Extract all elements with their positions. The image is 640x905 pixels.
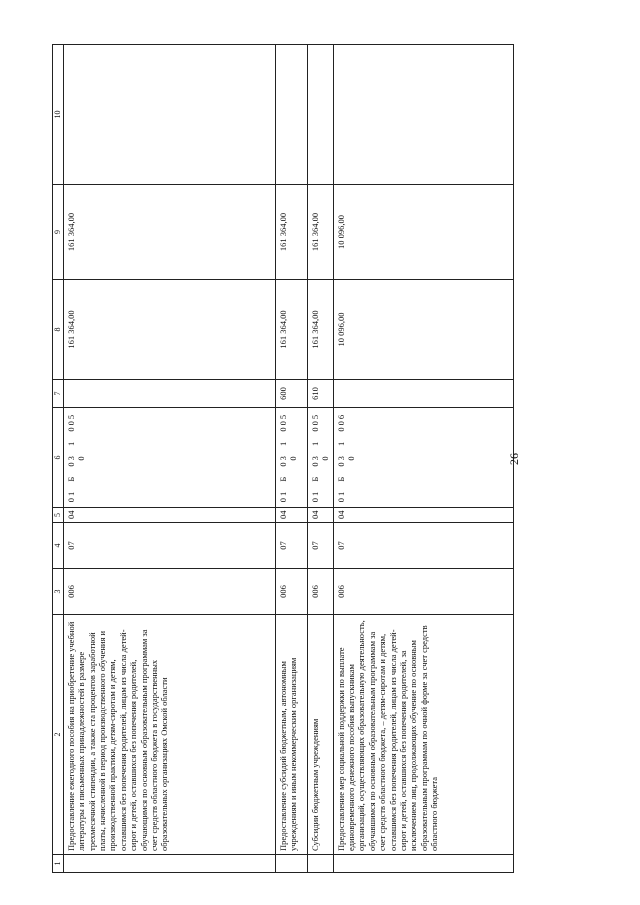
cell-target-article: 01 Б 03 1 005 0 (64, 408, 276, 508)
cell-col1 (333, 855, 513, 873)
column-header: 9 (53, 185, 64, 280)
cell-col1 (64, 855, 276, 873)
cell-code-section: 07 (64, 523, 276, 569)
cell-amount-col10 (333, 45, 513, 185)
cell-code-subsection: 04 (333, 508, 513, 523)
table-row (308, 45, 334, 873)
page-number: 26 (507, 453, 521, 465)
cell-amount-col10 (276, 45, 308, 185)
cell-expense-type: 600 (276, 380, 308, 408)
cell-expense-type: 610 (308, 380, 334, 408)
column-number-row (53, 45, 64, 873)
cell-amount-col9: 161 364,00 (308, 185, 334, 280)
cell-description: Предоставление субсидий бюджетным, автономным учреждениям и иным некоммерческим организациям (276, 615, 308, 855)
column-header: 7 (53, 380, 64, 408)
column-header: 3 (53, 569, 64, 615)
cell-code-section: 07 (333, 523, 513, 569)
cell-amount-col8: 161 364,00 (308, 280, 334, 380)
table-row (276, 45, 308, 873)
cell-code-section: 07 (308, 523, 334, 569)
cell-code-subsection: 04 (276, 508, 308, 523)
cell-code-admin: 006 (64, 569, 276, 615)
cell-amount-col9: 10 096,00 (333, 185, 513, 280)
cell-amount-col10 (64, 45, 276, 185)
cell-description: Предоставление ежегодного пособия на приобретение учебной литературы и письменных принадлежностей в размере трехмесячной стипендии, а также ста процентов заработной платы, начисленной в период производственного обучения и производственной практики, детям-сиротам и детям, оставшимся без попечения родителей, лицам из числа детей-сирот и детей, оставшихся без попечения родителей, обучающимся по основным образовательным программам за счет средств областного бюджета в государственных образовательных организациях Омской области (64, 615, 276, 855)
cell-col1 (308, 855, 334, 873)
column-header: 6 (53, 408, 64, 508)
table-row (64, 45, 276, 873)
column-header: 2 (53, 615, 64, 855)
cell-code-subsection: 04 (308, 508, 334, 523)
cell-amount-col8: 10 096,00 (333, 280, 513, 380)
cell-code-subsection: 04 (64, 508, 276, 523)
cell-amount-col8: 161 364,00 (64, 280, 276, 380)
budget-table (52, 44, 514, 873)
rotated-page-content (52, 45, 557, 873)
cell-code-admin: 006 (308, 569, 334, 615)
cell-code-section: 07 (276, 523, 308, 569)
column-header: 5 (53, 508, 64, 523)
column-header: 10 (53, 45, 64, 185)
cell-col1 (276, 855, 308, 873)
cell-amount-col10 (308, 45, 334, 185)
table-row (333, 45, 513, 873)
cell-target-article: 01 Б 03 1 005 0 (276, 408, 308, 508)
cell-code-admin: 006 (276, 569, 308, 615)
column-header: 8 (53, 280, 64, 380)
cell-expense-type (64, 380, 276, 408)
column-header: 1 (53, 855, 64, 873)
cell-expense-type (333, 380, 513, 408)
cell-amount-col8: 161 364,00 (276, 280, 308, 380)
cell-description: Субсидии бюджетным учреждениям (308, 615, 334, 855)
cell-code-admin: 006 (333, 569, 513, 615)
cell-target-article: 01 Б 03 1 005 0 (308, 408, 334, 508)
column-header: 4 (53, 523, 64, 569)
cell-target-article: 01 Б 03 1 006 0 (333, 408, 513, 508)
cell-description: Предоставление мер социальной поддержки по выплате единовременного денежного пособия выпускникам организаций, осуществляющих образовательную деятельность, обучавшимся по основным образовательным программам за счет средств областного бюджета, – детям-сиротам и детям, оставшимся без попечения родителей, лицам из числа детей-сирот и детей, оставшихся без попечения родителей, за исключением лиц, продолжающих обучение по основным образовательным программам по очной форме за счет средств областного бюджета (333, 615, 513, 855)
cell-amount-col9: 161 364,00 (276, 185, 308, 280)
cell-amount-col9: 161 364,00 (64, 185, 276, 280)
